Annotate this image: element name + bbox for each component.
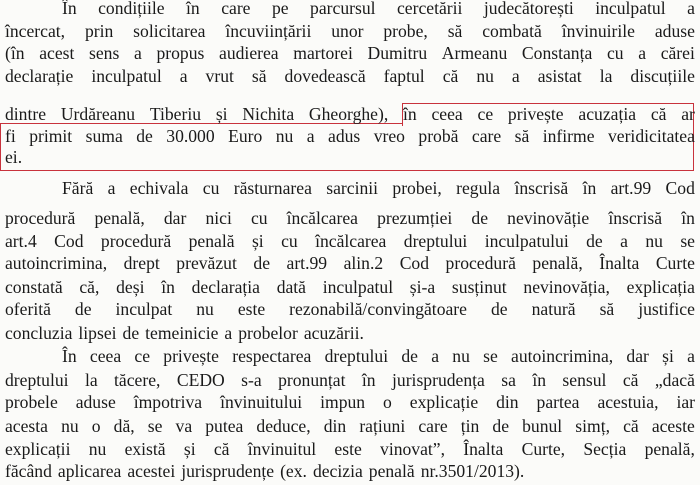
text-line: probele aduse împotriva învinuitului impun o explicație din partea acestuia, iar	[5, 392, 695, 412]
text-line: Fără a echivala cu răsturnarea sarcinii probei, regula înscrisă în art.99 Cod	[62, 178, 695, 198]
text-line: autoincrimina, drept prevăzut de art.99 alin.2 Cod procedură penală, Înalta Curte	[5, 253, 695, 273]
text-line: fi primit suma de 30.000 Euro nu a adus vreo probă care să infirme veridicitatea	[5, 126, 695, 146]
text-line: dintre Urdăreanu Tiberiu și Nichita Gheorghe), în ceea ce privește acuzația că ar	[5, 104, 695, 124]
text-line: În condițiile în care pe parcursul cercetării judecătorești inculpatul a	[62, 0, 695, 18]
text-line: (în acest sens a propus audierea martorei Dumitru Armeanu Constanța cu a cărei	[5, 43, 695, 63]
text-line: acesta nu o dă, se va putea deduce, din rațiuni care țin de bunul simț, că aceste	[5, 416, 695, 436]
text-line: concluzia lipsei de temeinicie a probelor acuzării.	[5, 323, 364, 343]
text-line: art.4 Cod procedură penală și cu încălcarea dreptului inculpatului de a nu se	[5, 231, 695, 251]
text-line: declarație inculpatul a vrut să dovedească faptul că nu a asistat la discuțiile	[5, 66, 695, 86]
text-line: explicații nu există și că învinuitul este vinovat”, Înalta Curte, Secția penală,	[5, 439, 695, 459]
text-line: oferită de inculpat nu este rezonabilă/convingătoare de natură să justifice	[5, 299, 695, 319]
text-line: ei.	[5, 147, 23, 167]
text-line: procedură penală, dar nici cu încălcarea prezumției de nevinovăție înscrisă în	[5, 208, 695, 228]
text-line: făcând aplicarea acestei jurisprudențe (ex. decizia penală nr.3501/2013).	[5, 461, 525, 481]
text-line: dreptului la tăcere, CEDO s-a pronunțat în jurisprudența sa în sensul că „dacă	[5, 370, 695, 390]
text-line: constată că, deși în declarația dată inculpatul și-a susținut nevinovăția, explicația	[5, 277, 695, 297]
text-line: încercat, prin solicitarea încuviințării unor probe, să combată învinuirile aduse	[5, 21, 695, 41]
text-line: În ceea ce privește respectarea dreptului de a nu se autoincrimina, dar și a	[62, 346, 695, 366]
